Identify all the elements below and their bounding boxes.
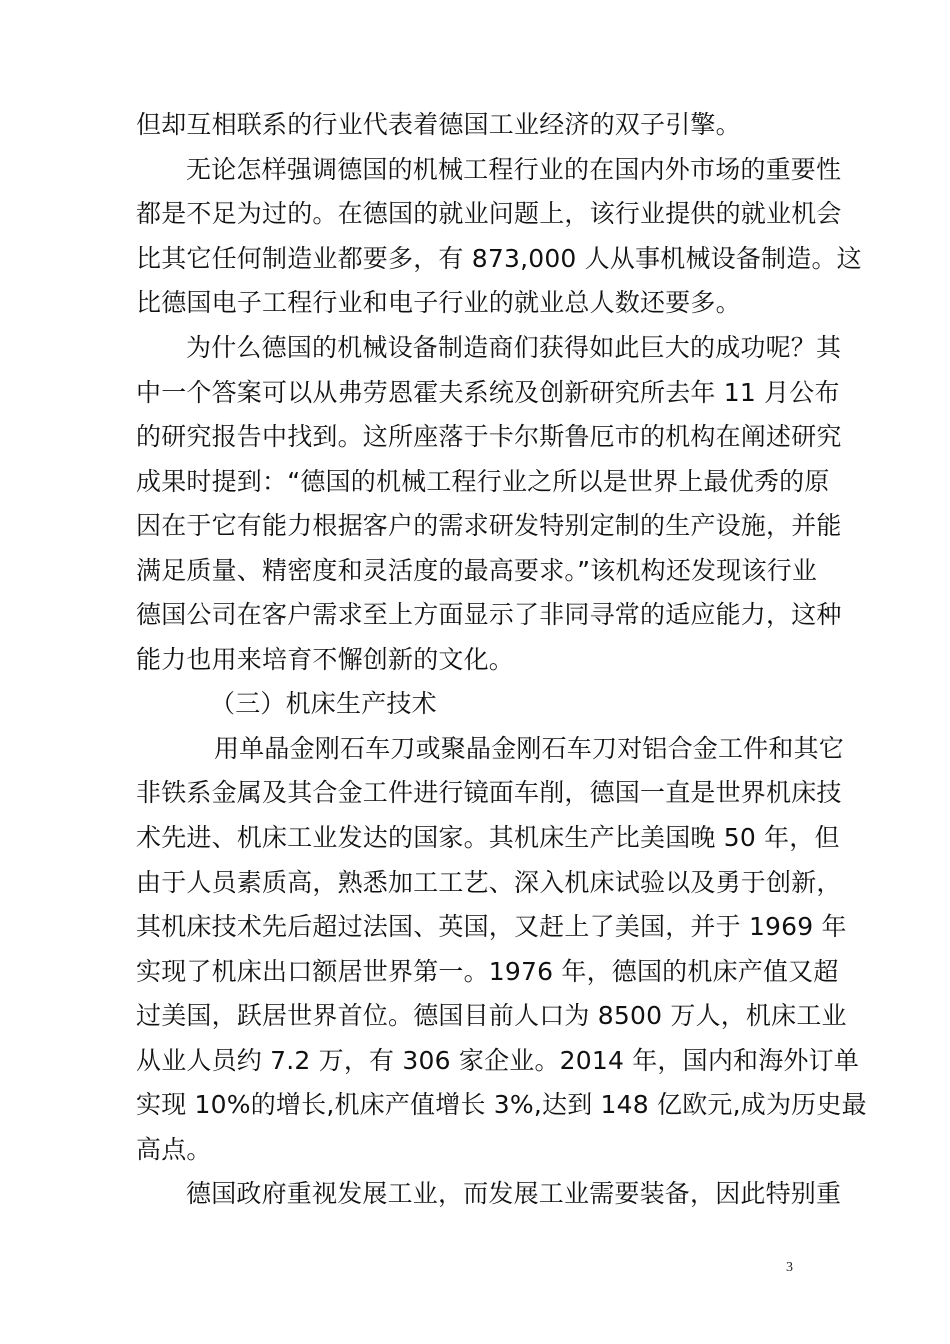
- paragraph-4-line-6: 实现了机床出口额居世界第一。1976 年，德国的机床产值又超: [136, 957, 839, 986]
- paragraph-4-line-1: 用单晶金刚石车刀或聚晶金刚石车刀对铝合金工件和其它: [214, 734, 845, 763]
- paragraph-3-line-4: 成果时提到：“德国的机械工程行业之所以是世界上最优秀的原: [136, 467, 830, 496]
- paragraph-3-line-7: 德国公司在客户需求至上方面显示了非同寻常的适应能力，这种: [136, 600, 842, 629]
- paragraph-4-line-4: 由于人员素质高，熟悉加工工艺、深入机床试验以及勇于创新，: [136, 868, 842, 897]
- page-number: 3: [786, 1260, 793, 1275]
- paragraph-3-line-2: 中一个答案可以从弗劳恩霍夫系统及创新研究所去年 11 月公布: [136, 378, 840, 407]
- paragraph-2-line-2: 都是不足为过的。在德国的就业问题上，该行业提供的就业机会: [136, 199, 842, 228]
- section-heading: （三）机床生产技术: [210, 689, 437, 718]
- paragraph-2-line-3: 比其它任何制造业都要多，有 873,000 人从事机械设备制造。这: [136, 244, 862, 273]
- paragraph-2-line-4: 比德国电子工程行业和电子行业的就业总人数还要多。: [136, 288, 741, 317]
- paragraph-4-line-3: 术先进、机床工业发达的国家。其机床生产比美国晚 50 年，但: [136, 823, 840, 852]
- paragraph-1-line-1: 但却互相联系的行业代表着德国工业经济的双子引擎。: [136, 110, 741, 139]
- paragraph-2-line-1: 无论怎样强调德国的机械工程行业的在国内外市场的重要性: [186, 155, 842, 184]
- paragraph-5-line-1: 德国政府重视发展工业，而发展工业需要装备，因此特别重: [186, 1179, 842, 1208]
- paragraph-3-line-8: 能力也用来培育不懈创新的文化。: [136, 645, 515, 674]
- paragraph-3-line-6: 满足质量、精密度和灵活度的最高要求。”该机构还发现该行业: [136, 556, 818, 585]
- paragraph-3-line-1: 为什么德国的机械设备制造商们获得如此巨大的成功呢？其: [186, 333, 842, 362]
- paragraph-4-line-10: 高点。: [136, 1135, 212, 1164]
- paragraph-3-line-3: 的研究报告中找到。这所座落于卡尔斯鲁厄市的机构在阐述研究: [136, 422, 842, 451]
- paragraph-4-line-8: 从业人员约 7.2 万，有 306 家企业。2014 年，国内和海外订单: [136, 1046, 860, 1075]
- paragraph-4-line-2: 非铁系金属及其合金工件进行镜面车削，德国一直是世界机床技: [136, 778, 842, 807]
- paragraph-4-line-5: 其机床技术先后超过法国、英国，又赶上了美国，并于 1969 年: [136, 912, 847, 941]
- paragraph-4-line-9: 实现 10%的增长,机床产值增长 3%,达到 148 亿欧元,成为历史最: [136, 1090, 867, 1119]
- paragraph-4-line-7: 过美国，跃居世界首位。德国目前人口为 8500 万人，机床工业: [136, 1001, 847, 1030]
- paragraph-3-line-5: 因在于它有能力根据客户的需求研发特别定制的生产设施，并能: [136, 511, 842, 540]
